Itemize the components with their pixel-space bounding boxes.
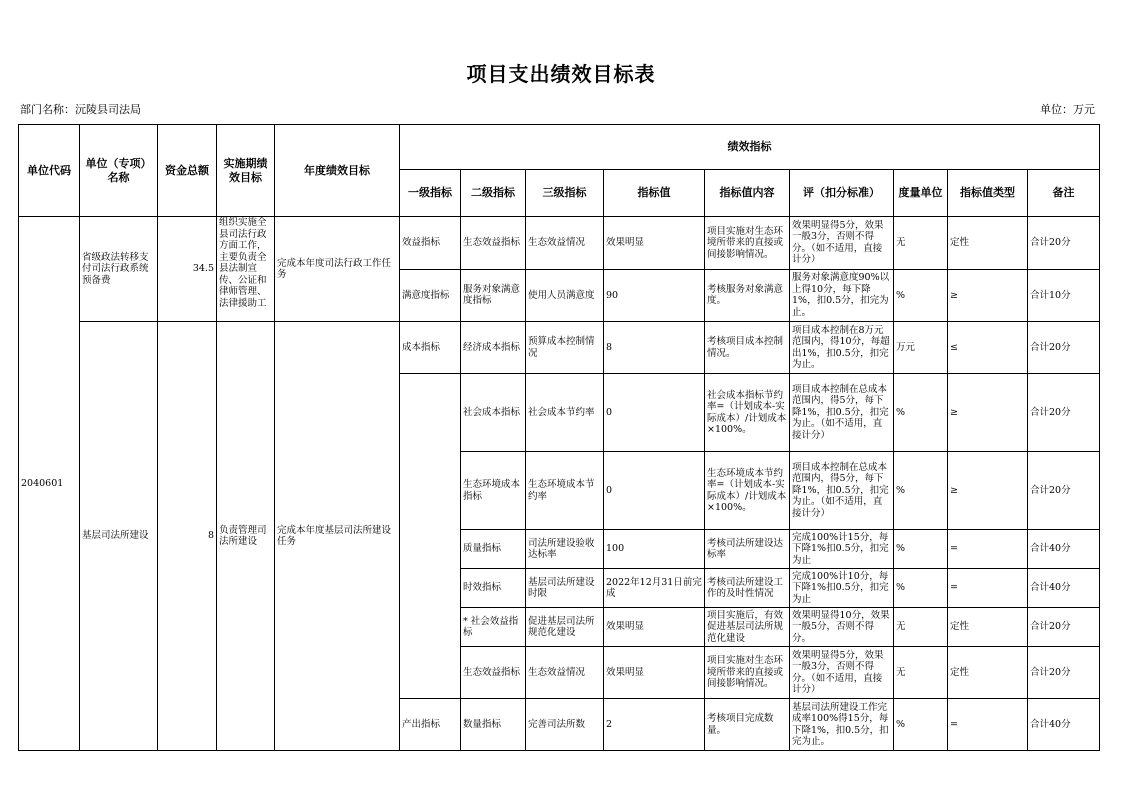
header-unit-code: 单位代码 [19, 125, 80, 217]
level3-cell: 使用人员满意度 [526, 269, 604, 322]
header-level1: 一级指标 [400, 170, 461, 217]
scoring-cell: 基层司法所建设工作完成率100%得15分，每下降1%，扣0.5分，扣完为止。 [790, 699, 894, 751]
content-cell: 项目实施对生态环境所带来的直接或间接影响情况。 [705, 217, 790, 270]
level2-cell: 服务对象满意度指标 [461, 269, 526, 322]
level2-cell: 生态环境成本指标 [461, 452, 526, 530]
project-amount-cell: 34.5 [158, 217, 217, 322]
level3-cell: 促进基层司法所规范化建设 [526, 608, 604, 647]
level2-cell: 社会成本指标 [461, 374, 526, 452]
level3-cell: 完善司法所数 [526, 699, 604, 751]
header-indicators: 绩效指标 [400, 125, 1100, 170]
measure-cell: 无 [894, 608, 948, 647]
header-total-funds: 资金总额 [158, 125, 217, 217]
value-cell: 90 [604, 269, 705, 322]
annual-goal-cell: 完成本年度基层司法所建设任务 [275, 322, 400, 751]
type-cell: ≥ [948, 269, 1028, 322]
currency-unit: 单位：万元 [1040, 103, 1095, 116]
header-value: 指标值 [604, 170, 705, 217]
header-annual-goal: 年度绩效目标 [275, 125, 400, 217]
remark-cell: 合计20分 [1028, 374, 1100, 452]
level1-cell [400, 374, 461, 699]
content-cell: 考核司法所建设工作的及时性情况 [705, 569, 790, 608]
content-cell: 生态环境成本节约率=（计划成本-实际成本）/计划成本×100%。 [705, 452, 790, 530]
scoring-cell: 效果明显得10分，效果一般5分，否则不得分。 [790, 608, 894, 647]
measure-cell: 无 [894, 647, 948, 699]
value-cell: 8 [604, 322, 705, 374]
scoring-cell: 项目成本控制在总成本范围内，得5分，每下降1%，扣0.5分，扣完为止。（如不适用，直接计分） [790, 452, 894, 530]
measure-cell: 万元 [894, 322, 948, 374]
level2-cell: * 社会效益指标 [461, 608, 526, 647]
header-content: 指标值内容 [705, 170, 790, 217]
value-cell: 2022年12月31日前完成 [604, 569, 705, 608]
level3-cell: 生态环境成本节约率 [526, 452, 604, 530]
remark-cell: 合计20分 [1028, 322, 1100, 374]
remark-cell: 合计40分 [1028, 699, 1100, 751]
value-cell: 0 [604, 374, 705, 452]
header-level2: 二级指标 [461, 170, 526, 217]
value-cell: 2 [604, 699, 705, 751]
project-amount-cell: 8 [158, 322, 217, 751]
type-cell: ≤ [948, 322, 1028, 374]
level3-cell: 社会成本节约率 [526, 374, 604, 452]
remark-cell: 合计20分 [1028, 217, 1100, 270]
scoring-cell: 项目成本控制在8万元范围内，得10分，每超出1%，扣0.5分，扣完为止。 [790, 322, 894, 374]
level2-cell: 质量指标 [461, 530, 526, 569]
remark-cell: 合计10分 [1028, 269, 1100, 322]
header-value-type: 指标值类型 [948, 170, 1028, 217]
scoring-cell: 服务对象满意度90%以上得10分，每下降1%，扣0.5分，扣完为止。 [790, 269, 894, 322]
measure-cell: % [894, 374, 948, 452]
remark-cell: 合计20分 [1028, 608, 1100, 647]
measure-cell: % [894, 569, 948, 608]
type-cell: 定性 [948, 217, 1028, 270]
measure-cell: % [894, 699, 948, 751]
level2-cell: 生态效益指标 [461, 217, 526, 270]
measure-cell: % [894, 452, 948, 530]
value-cell: 效果明显 [604, 608, 705, 647]
level2-cell: 经济成本指标 [461, 322, 526, 374]
level3-cell: 生态效益情况 [526, 647, 604, 699]
content-cell: 考核项目成本控制情况。 [705, 322, 790, 374]
scoring-cell: 完成100%计15分，每下降1%扣0.5分，扣完为止 [790, 530, 894, 569]
content-cell: 考核项目完成数量。 [705, 699, 790, 751]
level3-cell: 生态效益情况 [526, 217, 604, 270]
level3-cell: 基层司法所建设时限 [526, 569, 604, 608]
project-name-cell: 基层司法所建设 [80, 322, 158, 751]
remark-cell: 合计40分 [1028, 569, 1100, 608]
project-name-cell: 省级政法转移支付司法行政系统预备费 [80, 217, 158, 322]
scoring-cell: 完成100%计10分，每下降1%扣0.5分，扣完为止 [790, 569, 894, 608]
content-cell: 考核服务对象满意度。 [705, 269, 790, 322]
header-unit-name: 单位（专项）名称 [80, 125, 158, 217]
remark-cell: 合计20分 [1028, 647, 1100, 699]
type-cell: ≥ [948, 452, 1028, 530]
type-cell: = [948, 699, 1028, 751]
period-goal-cell: 负责管理司法所建设 [217, 322, 275, 751]
measure-cell: % [894, 269, 948, 322]
type-cell: = [948, 530, 1028, 569]
type-cell: ≥ [948, 374, 1028, 452]
content-cell: 考核司法所建设达标率 [705, 530, 790, 569]
table-row [19, 217, 1100, 270]
scoring-cell: 效果明显得5分，效果一般3分，否则不得分。（如不适用，直接计分） [790, 647, 894, 699]
scoring-cell: 效果明显得5分，效果一般3分，否则不得分。（如不适用，直接计分） [790, 217, 894, 270]
content-cell: 项目实施后，有效促进基层司法所规范化建设 [705, 608, 790, 647]
header-remark: 备注 [1028, 170, 1100, 217]
period-goal-text: 组织实施全县司法行政方面工作，主要负责全县法制宣传、公证和律师管理、法律援助工 [219, 217, 267, 309]
department-name: 部门名称：沅陵县司法局 [20, 103, 141, 116]
period-goal-cell [217, 217, 275, 322]
level1-cell: 满意度指标 [400, 269, 461, 322]
level3-cell: 司法所建设验收达标率 [526, 530, 604, 569]
performance-table [18, 124, 1100, 751]
measure-cell: 无 [894, 217, 948, 270]
value-cell: 100 [604, 530, 705, 569]
level1-cell: 产出指标 [400, 699, 461, 751]
type-cell: = [948, 569, 1028, 608]
unit-code-cell: 2040601 [19, 217, 80, 751]
header-measure: 度量单位 [894, 170, 948, 217]
content-cell: 项目实施对生态环境所带来的直接或间接影响情况。 [705, 647, 790, 699]
table-row [19, 322, 1100, 374]
header-period-goal: 实施期绩效目标 [217, 125, 275, 217]
level2-cell: 生态效益指标 [461, 647, 526, 699]
header-scoring: 评（扣分标准） [790, 170, 894, 217]
level1-cell: 成本指标 [400, 322, 461, 374]
level1-cell: 效益指标 [400, 217, 461, 270]
remark-cell: 合计20分 [1028, 452, 1100, 530]
value-cell: 效果明显 [604, 647, 705, 699]
value-cell: 效果明显 [604, 217, 705, 270]
measure-cell: % [894, 530, 948, 569]
header-level3: 三级指标 [526, 170, 604, 217]
level3-cell: 预算成本控制情况 [526, 322, 604, 374]
scoring-cell: 项目成本控制在总成本范围内，得5分，每下降1%，扣0.5分，扣完为止。（如不适用，直接计分） [790, 374, 894, 452]
level2-cell: 时效指标 [461, 569, 526, 608]
page-title: 项目支出绩效目标表 [466, 62, 656, 86]
type-cell: 定性 [948, 647, 1028, 699]
type-cell: 定性 [948, 608, 1028, 647]
annual-goal-cell: 完成本年度司法行政工作任务 [275, 217, 400, 322]
value-cell: 0 [604, 452, 705, 530]
content-cell: 社会成本指标节约率=（计划成本-实际成本）/计划成本×100%。 [705, 374, 790, 452]
level2-cell: 数量指标 [461, 699, 526, 751]
remark-cell: 合计40分 [1028, 530, 1100, 569]
